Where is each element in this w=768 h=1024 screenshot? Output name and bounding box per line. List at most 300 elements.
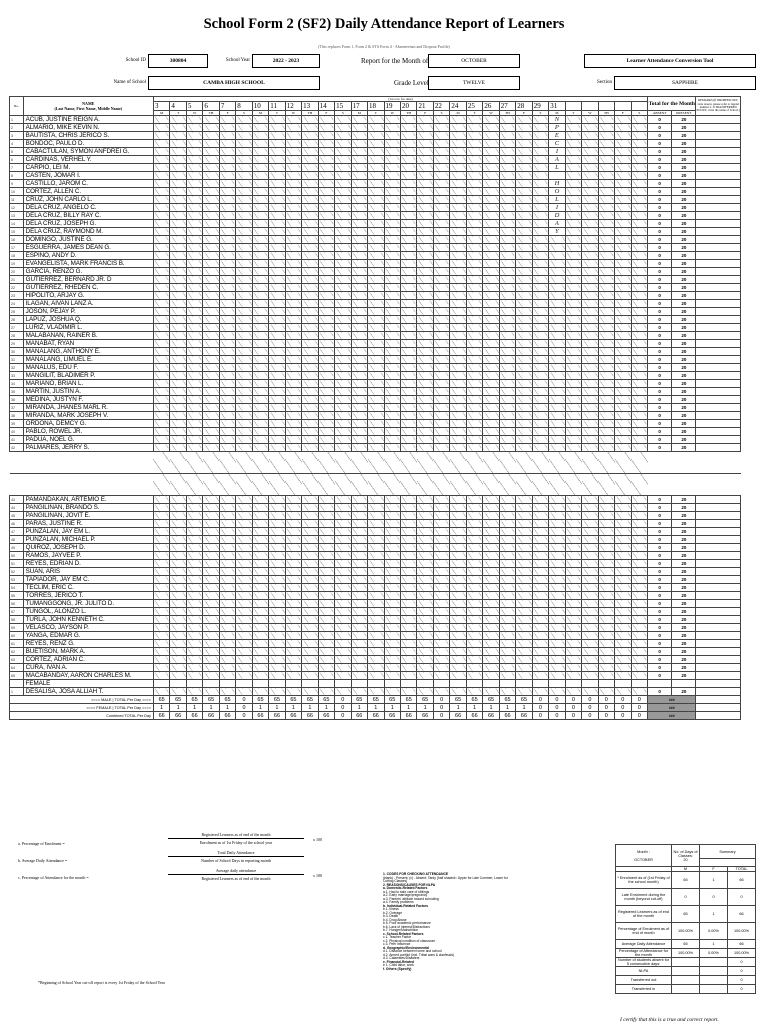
attendance-cell[interactable] [203,236,219,244]
attendance-cell[interactable] [285,116,301,124]
attendance-cell[interactable] [499,656,515,664]
attendance-cell[interactable] [565,172,581,180]
attendance-cell[interactable] [285,592,301,600]
attendance-cell[interactable] [186,332,202,340]
attendance-cell[interactable] [499,584,515,592]
attendance-cell[interactable] [335,624,351,632]
attendance-cell[interactable] [269,284,285,292]
attendance-cell[interactable] [203,420,219,428]
attendance-cell[interactable] [516,496,532,504]
attendance-cell[interactable] [450,308,466,316]
attendance-cell[interactable] [615,292,631,300]
attendance-cell[interactable] [615,172,631,180]
attendance-cell[interactable] [433,672,449,680]
attendance-cell[interactable] [516,632,532,640]
attendance-cell[interactable] [384,568,400,576]
attendance-cell[interactable] [615,388,631,396]
attendance-cell[interactable] [351,276,367,284]
attendance-cell[interactable] [351,600,367,608]
attendance-cell[interactable] [565,332,581,340]
attendance-cell[interactable] [186,348,202,356]
attendance-cell[interactable] [269,584,285,592]
attendance-cell[interactable] [615,204,631,212]
attendance-cell[interactable] [582,132,598,140]
attendance-cell[interactable] [335,404,351,412]
attendance-cell[interactable] [516,188,532,196]
attendance-cell[interactable] [269,300,285,308]
attendance-cell[interactable] [186,284,202,292]
attendance-cell[interactable] [582,504,598,512]
attendance-cell[interactable] [351,340,367,348]
attendance-cell[interactable] [186,544,202,552]
attendance-cell[interactable] [615,244,631,252]
attendance-cell[interactable] [318,340,334,348]
attendance-cell[interactable] [417,496,433,504]
attendance-cell[interactable] [269,672,285,680]
attendance-cell[interactable] [285,300,301,308]
remarks-cell[interactable] [696,664,741,672]
attendance-cell[interactable] [335,180,351,188]
attendance-cell[interactable] [499,552,515,560]
attendance-cell[interactable] [335,212,351,220]
attendance-cell[interactable] [186,412,202,420]
attendance-cell[interactable] [450,576,466,584]
attendance-cell[interactable] [219,420,235,428]
attendance-cell[interactable] [384,664,400,672]
attendance-cell[interactable] [532,188,548,196]
remarks-cell[interactable] [696,544,741,552]
attendance-cell[interactable] [516,196,532,204]
attendance-cell[interactable] [417,116,433,124]
attendance-cell[interactable] [269,348,285,356]
attendance-cell[interactable] [219,148,235,156]
attendance-cell[interactable] [302,640,318,648]
attendance-cell[interactable] [186,624,202,632]
attendance-cell[interactable] [351,576,367,584]
remarks-cell[interactable] [696,616,741,624]
attendance-cell[interactable] [516,648,532,656]
attendance-cell[interactable] [170,436,186,444]
attendance-cell[interactable] [582,640,598,648]
attendance-cell[interactable] [582,116,598,124]
attendance-cell[interactable] [582,268,598,276]
attendance-cell[interactable] [466,180,482,188]
attendance-cell[interactable] [285,544,301,552]
attendance-cell[interactable] [483,356,499,364]
attendance-cell[interactable] [219,640,235,648]
attendance-cell[interactable] [598,324,614,332]
attendance-cell[interactable] [153,632,169,640]
attendance-cell[interactable] [400,220,416,228]
attendance-cell[interactable] [516,520,532,528]
attendance-cell[interactable] [335,632,351,640]
attendance-cell[interactable] [384,520,400,528]
attendance-cell[interactable] [153,552,169,560]
attendance-cell[interactable] [417,180,433,188]
attendance-cell[interactable] [318,380,334,388]
attendance-cell[interactable] [186,316,202,324]
attendance-cell[interactable] [170,204,186,212]
attendance-cell[interactable] [186,172,202,180]
attendance-cell[interactable] [236,236,252,244]
attendance-cell[interactable] [598,528,614,536]
attendance-cell[interactable] [417,672,433,680]
attendance-cell[interactable] [285,364,301,372]
attendance-cell[interactable] [203,268,219,276]
attendance-cell[interactable] [582,388,598,396]
attendance-cell[interactable] [219,300,235,308]
attendance-cell[interactable] [285,172,301,180]
attendance-cell[interactable] [615,212,631,220]
attendance-cell[interactable] [466,284,482,292]
attendance-cell[interactable] [549,356,565,364]
attendance-cell[interactable] [186,388,202,396]
attendance-cell[interactable] [285,324,301,332]
attendance-cell[interactable] [236,180,252,188]
attendance-cell[interactable] [285,536,301,544]
attendance-cell[interactable] [549,640,565,648]
attendance-cell[interactable] [170,568,186,576]
attendance-cell[interactable] [186,528,202,536]
attendance-cell[interactable] [450,116,466,124]
attendance-cell[interactable] [302,340,318,348]
attendance-cell[interactable] [153,504,169,512]
attendance-cell[interactable] [499,404,515,412]
attendance-cell[interactable] [351,412,367,420]
attendance-cell[interactable] [483,212,499,220]
remarks-cell[interactable] [696,624,741,632]
attendance-cell[interactable] [532,568,548,576]
attendance-cell[interactable] [351,332,367,340]
attendance-cell[interactable] [483,648,499,656]
attendance-cell[interactable] [582,364,598,372]
attendance-cell[interactable] [466,512,482,520]
attendance-cell[interactable] [236,584,252,592]
attendance-cell[interactable] [483,156,499,164]
attendance-cell[interactable] [368,544,384,552]
attendance-cell[interactable] [499,568,515,576]
attendance-cell[interactable] [302,584,318,592]
attendance-cell[interactable] [219,188,235,196]
attendance-cell[interactable] [384,132,400,140]
attendance-cell[interactable] [565,156,581,164]
attendance-cell[interactable] [598,672,614,680]
attendance-cell[interactable] [335,324,351,332]
attendance-cell[interactable] [335,672,351,680]
attendance-cell[interactable] [450,600,466,608]
attendance-cell[interactable] [483,592,499,600]
attendance-cell[interactable] [219,316,235,324]
attendance-cell[interactable] [631,204,648,212]
attendance-cell[interactable] [549,404,565,412]
attendance-cell[interactable] [368,212,384,220]
attendance-cell[interactable] [269,220,285,228]
attendance-cell[interactable] [549,284,565,292]
attendance-cell[interactable] [153,664,169,672]
attendance-cell[interactable] [335,412,351,420]
attendance-cell[interactable] [252,372,268,380]
attendance-cell[interactable] [483,428,499,436]
attendance-cell[interactable] [532,648,548,656]
attendance-cell[interactable] [368,404,384,412]
attendance-cell[interactable] [170,356,186,364]
remarks-cell[interactable] [696,156,741,164]
attendance-cell[interactable] [516,420,532,428]
attendance-cell[interactable] [433,544,449,552]
attendance-cell[interactable] [368,664,384,672]
attendance-cell[interactable] [318,600,334,608]
attendance-cell[interactable] [582,568,598,576]
attendance-cell[interactable] [153,640,169,648]
attendance-cell[interactable] [631,180,648,188]
attendance-cell[interactable] [318,664,334,672]
attendance-cell[interactable] [318,140,334,148]
attendance-cell[interactable] [236,412,252,420]
attendance-cell[interactable] [318,164,334,172]
attendance-cell[interactable] [153,512,169,520]
attendance-cell[interactable] [351,140,367,148]
attendance-cell[interactable] [368,188,384,196]
attendance-cell[interactable] [153,576,169,584]
attendance-cell[interactable] [384,228,400,236]
attendance-cell[interactable] [203,552,219,560]
attendance-cell[interactable] [499,528,515,536]
attendance-cell[interactable] [203,584,219,592]
attendance-cell[interactable] [631,568,648,576]
attendance-cell[interactable] [631,688,648,696]
attendance-cell[interactable] [252,568,268,576]
attendance-cell[interactable] [466,332,482,340]
attendance-cell[interactable] [582,428,598,436]
attendance-cell[interactable] [252,236,268,244]
attendance-cell[interactable] [499,396,515,404]
attendance-cell[interactable] [318,552,334,560]
attendance-cell[interactable] [368,236,384,244]
attendance-cell[interactable] [153,356,169,364]
attendance-cell[interactable] [269,156,285,164]
attendance-cell[interactable] [466,220,482,228]
attendance-cell[interactable] [598,552,614,560]
attendance-cell[interactable] [368,124,384,132]
attendance-cell[interactable] [450,648,466,656]
attendance-cell[interactable] [400,404,416,412]
attendance-cell[interactable] [532,180,548,188]
attendance-cell[interactable] [335,600,351,608]
attendance-cell[interactable] [302,324,318,332]
attendance-cell[interactable] [252,388,268,396]
attendance-cell[interactable] [433,228,449,236]
attendance-cell[interactable] [269,576,285,584]
attendance-cell[interactable] [499,640,515,648]
remarks-cell[interactable] [696,528,741,536]
attendance-cell[interactable] [170,220,186,228]
attendance-cell[interactable] [499,300,515,308]
attendance-cell[interactable] [483,228,499,236]
attendance-cell[interactable] [631,420,648,428]
attendance-cell[interactable] [335,436,351,444]
attendance-cell[interactable] [318,260,334,268]
attendance-cell[interactable] [549,656,565,664]
attendance-cell[interactable] [285,396,301,404]
attendance-cell[interactable] [466,576,482,584]
attendance-cell[interactable] [302,388,318,396]
attendance-cell[interactable] [615,156,631,164]
attendance-cell[interactable] [483,220,499,228]
attendance-cell[interactable] [433,284,449,292]
attendance-cell[interactable] [302,528,318,536]
attendance-cell[interactable] [153,260,169,268]
attendance-cell[interactable] [318,292,334,300]
attendance-cell[interactable] [483,300,499,308]
attendance-cell[interactable] [631,252,648,260]
attendance-cell[interactable] [170,260,186,268]
attendance-cell[interactable] [499,428,515,436]
attendance-cell[interactable] [384,380,400,388]
attendance-cell[interactable] [335,536,351,544]
attendance-cell[interactable] [170,624,186,632]
attendance-cell[interactable] [400,236,416,244]
attendance-cell[interactable] [351,236,367,244]
attendance-cell[interactable] [368,528,384,536]
attendance-cell[interactable] [384,656,400,664]
attendance-cell[interactable] [351,444,367,452]
attendance-cell[interactable] [351,672,367,680]
attendance-cell[interactable] [285,436,301,444]
attendance-cell[interactable] [302,148,318,156]
attendance-cell[interactable] [549,236,565,244]
attendance-cell[interactable] [516,396,532,404]
attendance-cell[interactable] [582,220,598,228]
attendance-cell[interactable] [499,252,515,260]
attendance-cell[interactable] [598,228,614,236]
attendance-cell[interactable] [186,584,202,592]
attendance-cell[interactable] [186,616,202,624]
attendance-cell[interactable] [252,124,268,132]
attendance-cell[interactable] [433,116,449,124]
attendance-cell[interactable] [532,592,548,600]
attendance-cell[interactable] [598,164,614,172]
attendance-cell[interactable] [335,584,351,592]
attendance-cell[interactable] [483,140,499,148]
attendance-cell[interactable] [598,132,614,140]
attendance-cell[interactable] [516,252,532,260]
attendance-cell[interactable] [170,372,186,380]
attendance-cell[interactable] [186,324,202,332]
attendance-cell[interactable] [186,404,202,412]
attendance-cell[interactable] [400,512,416,520]
attendance-cell[interactable] [565,648,581,656]
attendance-cell[interactable] [433,308,449,316]
attendance-cell[interactable] [186,236,202,244]
attendance-cell[interactable] [483,520,499,528]
attendance-cell[interactable] [499,600,515,608]
attendance-cell[interactable] [466,404,482,412]
attendance-cell[interactable] [483,496,499,504]
attendance-cell[interactable] [285,244,301,252]
attendance-cell[interactable] [532,156,548,164]
attendance-cell[interactable] [236,672,252,680]
attendance-cell[interactable] [219,600,235,608]
attendance-cell[interactable] [615,356,631,364]
attendance-cell[interactable] [384,148,400,156]
attendance-cell[interactable] [186,428,202,436]
attendance-cell[interactable] [269,252,285,260]
attendance-cell[interactable] [186,212,202,220]
attendance-cell[interactable] [549,340,565,348]
attendance-cell[interactable] [368,600,384,608]
attendance-cell[interactable] [170,496,186,504]
attendance-cell[interactable] [433,252,449,260]
attendance-cell[interactable] [598,544,614,552]
attendance-cell[interactable] [615,664,631,672]
attendance-cell[interactable] [302,608,318,616]
attendance-cell[interactable] [483,656,499,664]
attendance-cell[interactable] [252,204,268,212]
attendance-cell[interactable] [203,124,219,132]
attendance-cell[interactable] [582,276,598,284]
attendance-cell[interactable] [433,220,449,228]
attendance-cell[interactable] [565,124,581,132]
attendance-cell[interactable] [565,616,581,624]
attendance-cell[interactable] [335,552,351,560]
attendance-cell[interactable] [203,520,219,528]
attendance-cell[interactable] [598,356,614,364]
attendance-cell[interactable] [466,616,482,624]
attendance-cell[interactable] [335,252,351,260]
attendance-cell[interactable] [368,164,384,172]
attendance-cell[interactable] [549,648,565,656]
attendance-cell[interactable] [450,504,466,512]
attendance-cell[interactable] [565,284,581,292]
attendance-cell[interactable] [170,504,186,512]
attendance-cell[interactable] [335,520,351,528]
attendance-cell[interactable] [450,220,466,228]
attendance-cell[interactable] [351,544,367,552]
attendance-cell[interactable] [351,436,367,444]
attendance-cell[interactable] [302,560,318,568]
attendance-cell[interactable] [450,324,466,332]
attendance-cell[interactable] [186,148,202,156]
remarks-cell[interactable] [696,372,741,380]
attendance-cell[interactable] [170,140,186,148]
remarks-cell[interactable] [696,308,741,316]
remarks-cell[interactable] [696,592,741,600]
attendance-cell[interactable] [302,672,318,680]
attendance-cell[interactable] [170,616,186,624]
attendance-cell[interactable] [170,648,186,656]
attendance-cell[interactable] [318,212,334,220]
attendance-cell[interactable] [433,180,449,188]
attendance-cell[interactable] [318,276,334,284]
attendance-cell[interactable] [631,536,648,544]
attendance-cell[interactable] [318,584,334,592]
attendance-cell[interactable] [285,276,301,284]
attendance-cell[interactable] [433,504,449,512]
attendance-cell[interactable] [170,188,186,196]
attendance-cell[interactable] [219,520,235,528]
attendance-cell[interactable] [483,260,499,268]
attendance-cell[interactable] [153,172,169,180]
attendance-cell[interactable] [351,364,367,372]
attendance-cell[interactable] [203,340,219,348]
attendance-cell[interactable] [368,640,384,648]
attendance-cell[interactable] [368,428,384,436]
attendance-cell[interactable] [335,576,351,584]
remarks-cell[interactable] [696,172,741,180]
attendance-cell[interactable] [302,236,318,244]
attendance-cell[interactable] [318,204,334,212]
attendance-cell[interactable] [400,300,416,308]
